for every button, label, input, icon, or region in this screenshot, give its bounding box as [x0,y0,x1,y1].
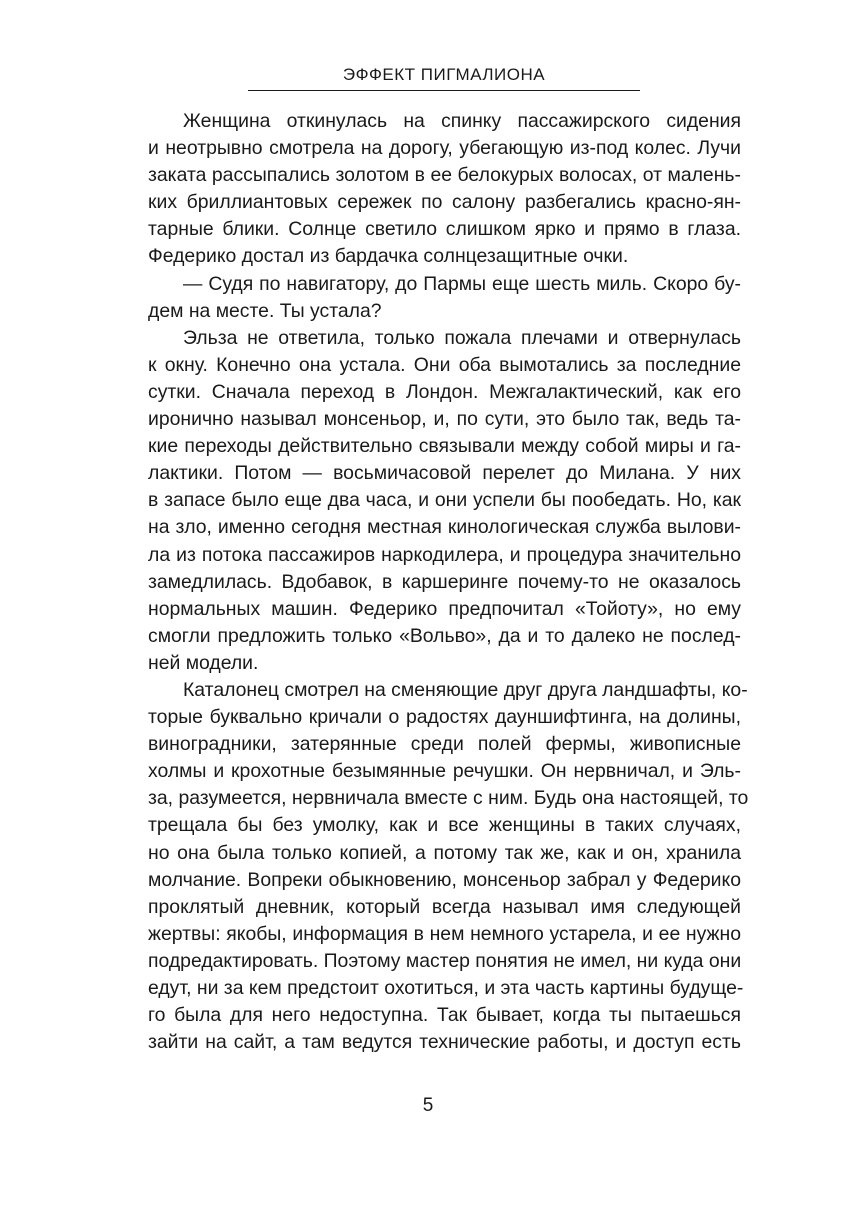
text-line: за, разумеется, нервничала вместе с ним. Будь она настоящей, то [148,787,749,810]
text-line: ла из потока пассажиров наркодилера, и процедура значительно [148,543,741,566]
text-line: лактики. Потом — восьмичасовой перелет до Милана. У них [148,462,741,485]
text-line: к окну. Конечно она устала. Они оба вымотались за последние [148,353,741,376]
text-line: и неотрывно смотрела на дорогу, убегающую из-под колес. Лучи [148,137,741,160]
text-line: иронично называл монсеньор, и, по сути, это было так, ведь та- [148,408,741,431]
text-line: го была для него недоступна. Так бывает, когда ты пытаешься [148,1004,741,1027]
text-line: кие переходы действительно связывали между собой миры и га- [148,435,741,458]
text-line: на зло, именно сегодня местная кинологическая служба вылови- [148,516,741,539]
running-head: ЭФФЕКТ ПИГМАЛИОНА [342,65,546,84]
paragraph [148,271,741,325]
text-line: ких бриллиантовых сережек по салону разбегались красно-ян- [148,191,741,214]
text-line: Федерико достал из бардачка солнцезащитные очки. [148,245,629,268]
text-line: Каталонец смотрел на сменяющие друг друга ландшафты, ко- [183,678,748,701]
text-line: заката рассыпались золотом в ее белокурых волосах, от малень- [148,164,741,187]
text-line: холмы и крохотные безымянные речушки. Он нервничал, и Эль- [148,760,741,783]
text-line: виноградники, затерянные среди полей фермы, живописные [148,733,741,756]
text-line: жертвы: якобы, информация в нем немного устарела, и ее нужно [148,922,741,945]
paragraph [148,108,741,271]
text-line: но она была только копией, а потому так же, как и он, хранила [148,841,741,864]
paragraph [148,677,749,1056]
text-line: нормальных машин. Федерико предпочитал «Тойоту», но ему [148,597,741,620]
text-line: Женщина откинулась на спинку пассажирского сидения [183,110,741,132]
text-line: торые буквально кричали о радостях дауншифтинга, на долины, [148,706,741,729]
text-line: молчание. Вопреки обыкновению, монсеньор забрал у Федерико [148,868,741,891]
text-line: зайти на сайт, а там ведутся технические работы, и доступ есть [148,1031,741,1054]
text-line: Эльза не ответила, только пожала плечами и отвернулась [183,326,741,349]
body-text [148,108,749,1056]
paragraph [148,325,741,677]
text-line: тарные блики. Солнце светило слишком ярко и прямо в глаза. [148,218,741,241]
text-line: сутки. Сначала переход в Лондон. Межгалактический, как его [148,380,741,403]
text-line: трещала бы без умолку, как и все женщины в таких случаях, [148,814,741,837]
text-line: замедлилась. Вдобавок, в каршеринге почему-то не оказалось [148,570,741,593]
header-rule [248,90,640,91]
text-line: дем на месте. Ты устала? [148,299,382,322]
text-line: проклятый дневник, который всегда называл имя следующей [148,895,741,918]
text-line: едут, ни за кем предстоит охотиться, и эта часть картины будуще- [148,977,744,999]
page-number: 5 [422,1095,434,1116]
text-line: подредактировать. Поэтому мастер понятия не имел, ни куда они [148,949,742,972]
text-line: — Судя по навигатору, до Пармы еще шесть миль. Скоро бу- [183,272,741,295]
text-line: в запасе было еще два часа, и они успели бы пообедать. Но, как [148,489,741,512]
text-line: ней модели. [148,651,259,674]
text-line: смогли предложить только «Вольво», да и то далеко не послед- [148,624,741,647]
